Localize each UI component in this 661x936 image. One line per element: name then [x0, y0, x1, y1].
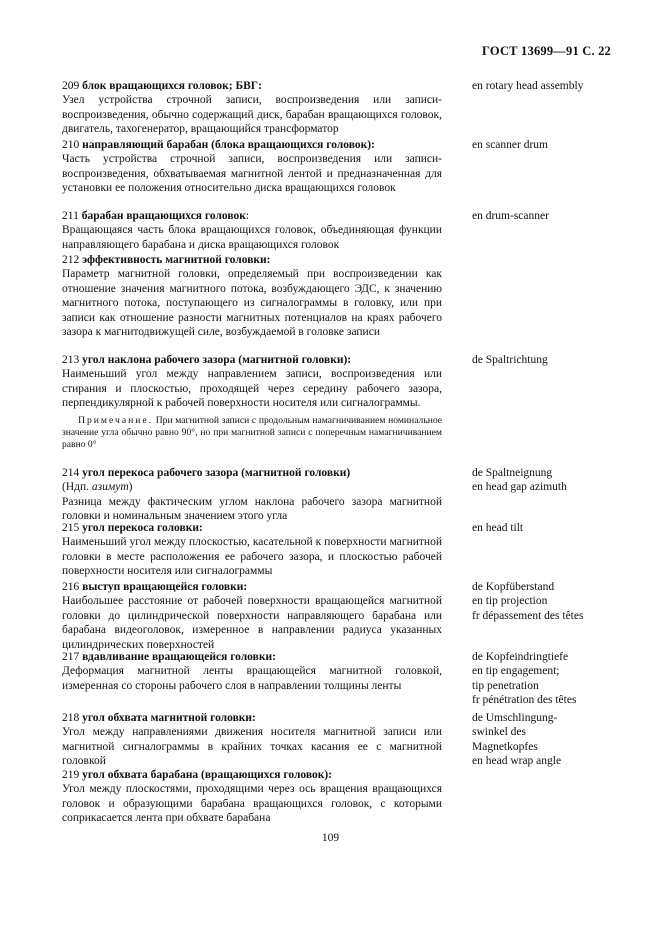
entry-text [62, 711, 442, 769]
entry-term: направляющий барабан (блока вращающихся головок): [82, 139, 375, 151]
foreign-equivalents [472, 209, 647, 223]
term-entry-210 [62, 138, 642, 196]
entry-text [62, 580, 442, 652]
entry-number: 212 [62, 254, 80, 266]
entry-definition: Наибольшее расстояние от рабочей поверхности вращающейся магнитной головки до цилиндрической поверхности направляющего барабана или барабана видеоголовок, измеренное в направлении радиуса указанных цилиндрических поверхностей [62, 595, 442, 651]
entry-number: 209 [62, 80, 80, 92]
equivalent: en head gap azimuth [472, 481, 567, 494]
term-entry-214 [62, 466, 642, 524]
foreign-equivalents [472, 79, 647, 93]
term-entry-211 [62, 209, 642, 252]
equivalent: en tip projection [472, 595, 548, 608]
equivalent: Magnetkopfes [472, 740, 538, 753]
note-text: При магнитной записи с продольным намагничиванием номинальное значение угла обычно равно 90°, но при магнитной записи с поперечным намагничиванием равно 0° [62, 414, 443, 450]
entry-note [62, 415, 442, 451]
entry-definition: Параметр магнитной головки, определяемый при воспроизведении как отношение значения магнитного потока, возбуждающего ЭДС, к значению магнитного потока, поступающего из сигналограммы в головку, или при записи как отношение разности магнитных потенциалов на краях рабочего зазора к магнитодвижущей силе, возбуждаемой в головке записи [62, 268, 442, 339]
entry-term: угол наклона рабочего зазора (магнитной головки): [82, 354, 352, 366]
foreign-equivalents [472, 650, 647, 708]
term-entry-215 [62, 521, 642, 579]
entry-number: 216 [62, 581, 80, 593]
term-entry-219 [62, 768, 642, 826]
entry-text [62, 138, 442, 196]
entry-term-suffix: : [245, 210, 250, 222]
entry-number: 210 [62, 139, 80, 151]
deprecated-prefix: (Ндп. [62, 481, 92, 494]
entry-definition: Угол между плоскостями, проходящими через ось вращения вращающихся головок и образующими барабана вращающихся головок, с которыми соприкасается лента при обхвате барабана [62, 783, 442, 825]
entry-number: 217 [62, 651, 80, 663]
equivalent: de Spaltneignung [472, 467, 553, 479]
equivalent: de Kopfüberstand [472, 581, 555, 593]
foreign-equivalents [472, 138, 647, 152]
equivalent: en scanner drum [472, 139, 548, 151]
entry-definition: Разница между фактическим углом наклона рабочего зазора магнитной головки и номинальным значением этого угла [62, 495, 442, 523]
entry-number: 219 [62, 769, 80, 781]
entry-term: угол обхвата магнитной головки: [82, 712, 256, 724]
term-entry-209 [62, 79, 642, 137]
equivalent: en rotary head assembly [472, 80, 584, 92]
foreign-equivalents [472, 711, 647, 769]
equivalent: swinkel des [472, 726, 526, 739]
equivalent: de Kopfeindringtiefe [472, 651, 569, 663]
equivalent: en tip engagement; [472, 665, 560, 678]
foreign-equivalents [472, 466, 647, 495]
entry-text [62, 79, 442, 137]
entry-definition: Узел устройства строчной записи, воспроизведения или записи-воспроизведения, обычно содержащий диск, барабан вращающихся головок, двигатель, тахогенератор, вращающийся трансформатор [62, 94, 442, 136]
deprecated-term: азимут [91, 481, 129, 494]
equivalent: en drum-scanner [472, 210, 549, 222]
term-entry-216 [62, 580, 642, 652]
entry-definition: Угол между направлениями движения носителя магнитной записи или магнитной сигналограммы в крайних точках касания ее с магнитной головкой [62, 726, 442, 768]
entry-number: 213 [62, 354, 80, 366]
entry-text [62, 253, 442, 339]
entry-term: блок вращающихся головок; БВГ: [82, 80, 262, 92]
equivalent: fr dépassement des têtes [472, 609, 584, 622]
entry-definition: Деформация магнитной ленты вращающейся магнитной головкой, измеренная со стороны рабочего слоя в направлении толщины ленты [62, 665, 442, 692]
term-entry-212 [62, 253, 642, 339]
equivalent: de Spaltrichtung [472, 354, 548, 366]
entry-number: 211 [62, 210, 79, 222]
term-entry-217 [62, 650, 642, 707]
entry-term: угол перекоса рабочего зазора (магнитной головки) [82, 467, 351, 479]
entry-text [62, 521, 442, 579]
entry-term: угол обхвата барабана (вращающихся головок): [82, 769, 333, 781]
entry-text [62, 768, 442, 826]
equivalent: de Umschlingung- [472, 712, 558, 724]
entry-term: угол перекоса головки: [82, 522, 203, 534]
equivalent: en head wrap angle [472, 755, 562, 768]
entry-definition: Наименьший угол между плоскостью, касательной к поверхности магнитной головки в месте расположения ее рабочего зазора, и плоскостью рабочей поверхности носителя или сигналограммы [62, 536, 442, 578]
entry-definition: Наименьший угол между направлением записи, воспроизведения или стирания и плоскостью, проходящей через середину рабочего зазора, перпендикулярной к рабочей поверхности носителя или сигналограммы. [62, 368, 442, 410]
entry-term: выступ вращающейся головки: [82, 581, 248, 593]
entry-term: барабан вращающихся головок [81, 210, 246, 222]
entry-term: вдавливание вращающейся головки: [82, 651, 276, 663]
deprecated-suffix: ) [128, 481, 133, 494]
entry-number: 218 [62, 712, 80, 724]
foreign-equivalents [472, 521, 647, 535]
equivalent: fr pénétration des têtes [472, 694, 577, 707]
entry-text [62, 466, 442, 524]
entry-text [62, 353, 442, 411]
document-header: ГОСТ 13699—91 С. 22 [482, 44, 611, 58]
entry-number: 215 [62, 522, 80, 534]
equivalent: tip penetration [472, 679, 539, 692]
term-entry-218 [62, 711, 642, 769]
entry-definition: Часть устройства строчной записи, воспроизведения или записи-воспроизведения, обхватываемая магнитной лентой и предназначенная для установки ее положения относительно диска вращающихся головок [62, 153, 442, 195]
equivalent: en head tilt [472, 522, 524, 534]
entry-definition: Вращающаяся часть блока вращающихся головок, объединяющая функции направляющего барабана и диска вращающихся головок [62, 224, 442, 251]
entry-term: эффективность магнитной головки: [82, 254, 271, 266]
term-entry-213 [62, 353, 642, 451]
page-number: 109 [321, 832, 340, 844]
foreign-equivalents [472, 353, 647, 367]
entry-text [62, 209, 442, 252]
foreign-equivalents [472, 580, 647, 623]
entry-number: 214 [62, 467, 80, 479]
entry-text [62, 650, 442, 693]
note-label: Примечание. [78, 414, 154, 426]
